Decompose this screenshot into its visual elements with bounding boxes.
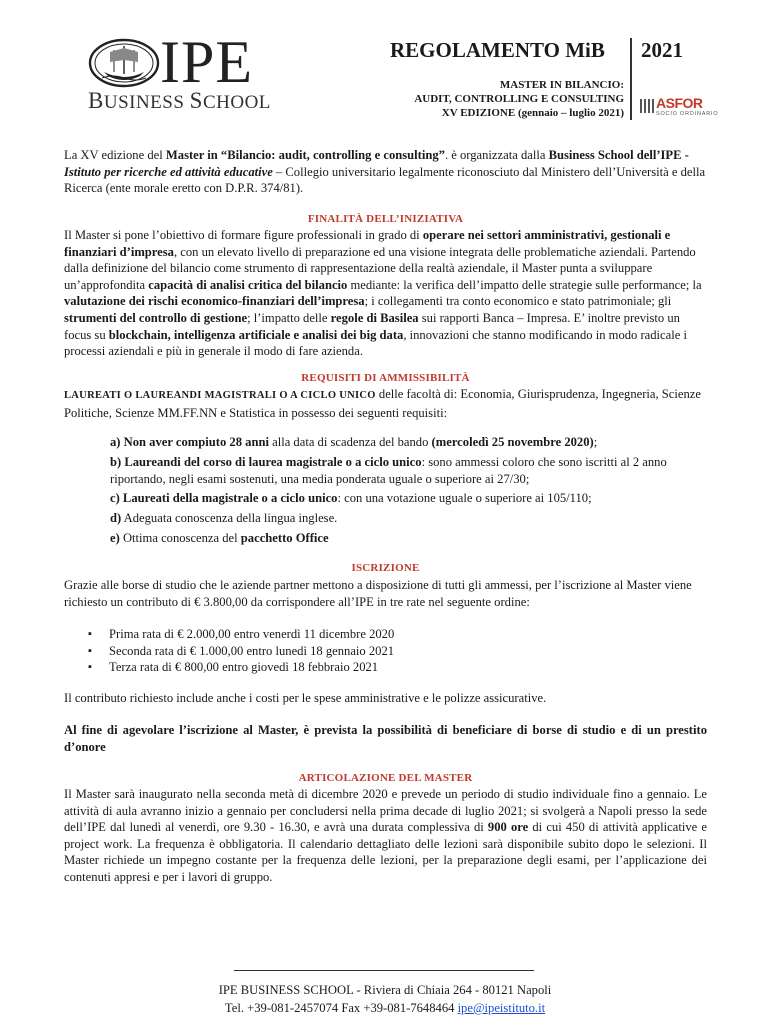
iscrizione-paragraph: Grazie alle borse di studio che le aziende partner mettono a disposizione di tutti gli ammessi, per l’iscrizione al Master viene richiesto un contributo di € 3.800,00 da corrispondere all’IPE in tre rate nel seguente ordine:	[64, 578, 692, 609]
document-title: REGOLAMENTO MiB	[390, 38, 605, 62]
requisito-a: a) Non aver compiuto 28 anni alla data di scadenza del bando (mercoledì 25 novembre 2020);	[110, 435, 598, 449]
intro-paragraph: La XV edizione del Master in “Bilancio: audit, controlling e consulting”. è organizzata dalla Business School dell’IPE - Istituto per ricerche ed attività educative – Collegio universitario legalmente riconosciuto dal Ministero dell’Università e della Ricerca (ente morale eretto con D.P.R. 374/81).	[64, 148, 706, 196]
requisito-d: d) Adeguata conoscenza della lingua inglese.	[110, 511, 338, 525]
asfor-subtitle: SOCIO ORDINARIO	[656, 111, 719, 117]
list-item: ▪ Seconda rata di € 1.000,00 entro lunedì 18 gennaio 2021	[88, 643, 394, 660]
borse-di-studio-note: Al fine di agevolare l’iscrizione al Master, è prevista la possibilità di beneficiare di borse di studio e di un prestito d’onore	[64, 723, 707, 754]
ship-emblem-icon	[88, 38, 160, 88]
rate-list	[88, 626, 394, 676]
logo-business-school-text: BUSINESS SCHOOL	[88, 88, 271, 113]
section-heading-articolazione: ARTICOLAZIONE DEL MASTER	[298, 772, 473, 784]
articolazione-paragraph: Il Master sarà inaugurato nella seconda metà di dicembre 2020 e prevede un periodo di studio individuale fino a gennaio. Le attività di aula avranno inizio a gennaio per concludersi nella prima decade di luglio 2021; si svolgerà a Napoli presso la sede dell’IPE dal lunedì al venerdì, ore 9.30 - 16.30, e avrà una durata complessiva di 900 ore di cui 450 di attività applicative e project work. La frequenza è obbligatoria. Il calendario dettagliato delle lezioni sarà disponibile subito dopo le selezioni. Il Master richiede un impegno costante per la frequenza delle lezioni, per la preparazione degli esami, per l’applicazione dei contenuti appresi e per i lavori di gruppo.	[64, 787, 707, 884]
list-item: ▪ Terza rata di € 800,00 entro giovedì 18 febbraio 2021	[88, 659, 394, 676]
master-edition: XV EDIZIONE (gennaio – luglio 2021)	[441, 107, 624, 119]
master-subtitle-1: MASTER IN BILANCIO:	[499, 79, 624, 91]
iscrizione-note: Il contributo richiesto include anche i costi per le spese amministrative e le polizze assicurative.	[64, 691, 547, 705]
asfor-bars-icon	[640, 97, 656, 113]
requisito-c: c) Laureati della magistrale o a ciclo unico: con una votazione uguale o superiore ai 105/110;	[110, 491, 592, 505]
footer-contacts: Tel. +39-081-2457074 Fax +39-081-7648464 ipe@ipeistituto.it	[224, 1001, 546, 1015]
section-heading-iscrizione: ISCRIZIONE	[351, 562, 420, 574]
master-subtitle-2: AUDIT, CONTROLLING E CONSULTING	[414, 93, 624, 105]
asfor-name: ASFOR	[656, 95, 703, 111]
requisito-e: e) Ottima conoscenza del pacchetto Office	[110, 531, 329, 545]
section-heading-requisiti: REQUISITI DI AMMISSIBILITÀ	[301, 372, 470, 384]
finalita-paragraph: Il Master si pone l’obiettivo di formare figure professionali in grado di operare nei settori amministrativi, gestionali e finanziari d’impresa, con un elevato livello di preparazione ed una visione integrata delle problematiche aziendali. Partendo dalla definizione del bilancio come strumento di rappresentazione della realtà aziendale, il Master punta a sviluppare un’approfondita capacità di analisi critica del bilancio mediante: la verifica dell’impatto delle strategie sulle performance; la valutazione dei rischi economico-finanziari dell’impresa; i collegamenti tra conto economico e stato patrimoniale; gli strumenti del controllo di gestione; l’impatto delle regole di Basilea sui rapporti Banca – Impresa. E’ inoltre previsto un focus su blockchain, intelligenza artificiale e analisi dei big data, innovazioni che stanno modificando in modo radicale i processi aziendali e più in generale il modo di fare azienda.	[64, 228, 702, 359]
ipe-logo	[88, 29, 278, 113]
requisito-b: b) Laureandi del corso di laurea magistrale o a ciclo unico: sono ammessi coloro che sono iscritti al 2 anno riportando, negli esami sostenuti, una media ponderata uguale o superiore ai 27/30;	[110, 455, 667, 486]
email-link[interactable]: ipe@ipeistituto.it	[457, 1001, 546, 1015]
list-item: ▪ Prima rata di € 2.000,00 entro venerdì 11 dicembre 2020	[88, 626, 394, 643]
document-year: 2021	[641, 38, 683, 62]
asfor-logo	[640, 95, 719, 123]
header-divider	[630, 38, 632, 120]
section-heading-finalita: FINALITÀ DELL’INIZIATIVA	[307, 213, 464, 225]
footer-address: IPE BUSINESS SCHOOL - Riviera di Chiaia 264 - 80121 Napoli	[218, 983, 552, 997]
footer-divider	[234, 970, 534, 971]
requisiti-intro: LAUREATI O LAUREANDI MAGISTRALI O A CICLO UNICO delle facoltà di: Economia, Giurisprudenza, Ingegneria, Scienze Politiche, Scienze MM.FF.NN e Statistica in possesso dei seguenti requisiti:	[64, 387, 701, 420]
logo-ipe-text: IPE	[160, 29, 253, 95]
